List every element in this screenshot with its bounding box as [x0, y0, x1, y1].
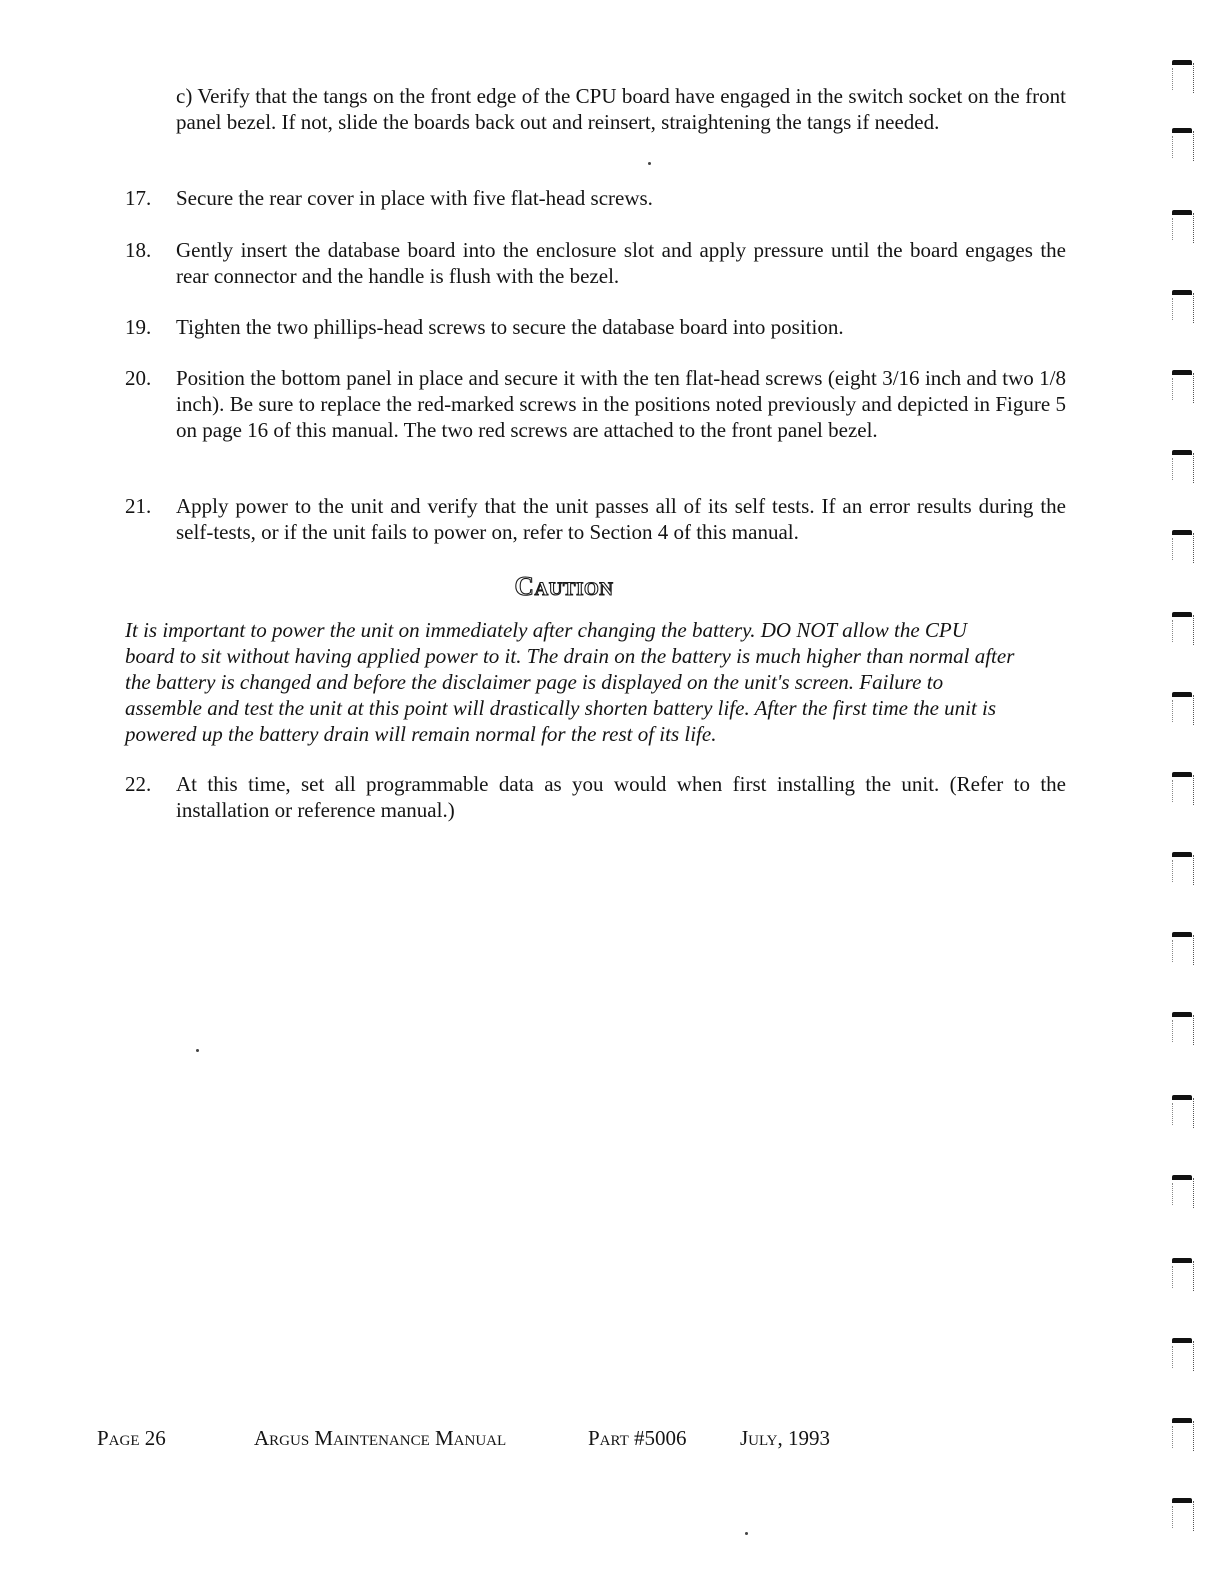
footer-manual-title: Argus Maintenance Manual [254, 1426, 507, 1450]
binding-hole [1172, 60, 1194, 98]
scan-speck [648, 162, 651, 165]
binding-hole [1172, 530, 1194, 568]
binding-hole [1172, 1498, 1194, 1536]
step-20 [125, 365, 1066, 443]
step-number: 17. [125, 186, 152, 210]
substep-c: c) Verify that the tangs on the front edge of the CPU board have engaged in the switch socket on the front panel bezel. If not, slide the boards back out and reinsert, straightening the tangs if needed. [176, 84, 1066, 134]
binding-hole [1172, 450, 1194, 488]
footer-page-number: Page 26 [97, 1426, 166, 1450]
footer-part-number: Part #5006 [588, 1426, 687, 1450]
step-19 [125, 314, 1066, 340]
scan-speck [745, 1532, 748, 1535]
step-text: Tighten the two phillips-head screws to secure the database board into position. [176, 315, 844, 339]
binding-hole [1172, 692, 1194, 730]
step-18 [125, 237, 1066, 289]
binding-hole [1172, 128, 1194, 166]
step-17 [125, 185, 1066, 211]
step-text: Position the bottom panel in place and secure it with the ten flat-head screws (eight 3/16 inch and two 1/8 inch). Be sure to replace the red-marked screws in the positions noted previously and depicted in Figure 5 on page 16 of this manual. The two red screws are attached to the front panel bezel. [176, 366, 1066, 442]
binding-hole [1172, 210, 1194, 248]
step-number: 19. [125, 315, 152, 339]
caution-text: It is important to power the unit on immediately after changing the battery. DO NOT allow the CPU board to sit without having applied power to it. The drain on the battery is much higher than normal after the battery is changed and before the disclaimer page is displayed on the unit's screen. Failure to assemble and test the unit at this point will drastically shorten battery life. After the first time the unit is powered up the battery drain will remain normal for the rest of its life. [125, 618, 1015, 746]
step-text: At this time, set all programmable data as you would when first installing the unit. (Refer to the installation or reference manual.) [176, 772, 1066, 822]
binding-hole [1172, 1338, 1194, 1376]
binding-hole [1172, 772, 1194, 810]
step-number: 21. [125, 494, 152, 518]
binding-hole [1172, 1418, 1194, 1456]
step-22 [125, 771, 1066, 823]
step-number: 20. [125, 366, 152, 390]
binding-holes [1148, 0, 1218, 1575]
scan-speck [196, 1049, 199, 1052]
step-text: Apply power to the unit and verify that the unit passes all of its self tests. If an error results during the self-tests, or if the unit fails to power on, refer to Section 4 of this manual. [176, 494, 1066, 544]
binding-hole [1172, 370, 1194, 408]
step-number: 22. [125, 772, 152, 796]
step-text: Secure the rear cover in place with five flat-head screws. [176, 186, 653, 210]
binding-hole [1172, 932, 1194, 970]
binding-hole [1172, 612, 1194, 650]
step-text: Gently insert the database board into the enclosure slot and apply pressure until the board engages the rear connector and the handle is flush with the bezel. [176, 238, 1066, 288]
binding-hole [1172, 852, 1194, 890]
binding-hole [1172, 1258, 1194, 1296]
caution-heading: Caution [514, 571, 614, 601]
binding-hole [1172, 1175, 1194, 1213]
binding-hole [1172, 1012, 1194, 1050]
step-21 [125, 493, 1066, 545]
binding-hole [1172, 1095, 1194, 1133]
step-number: 18. [125, 238, 152, 262]
binding-hole [1172, 290, 1194, 328]
footer-date: July, 1993 [740, 1426, 830, 1450]
